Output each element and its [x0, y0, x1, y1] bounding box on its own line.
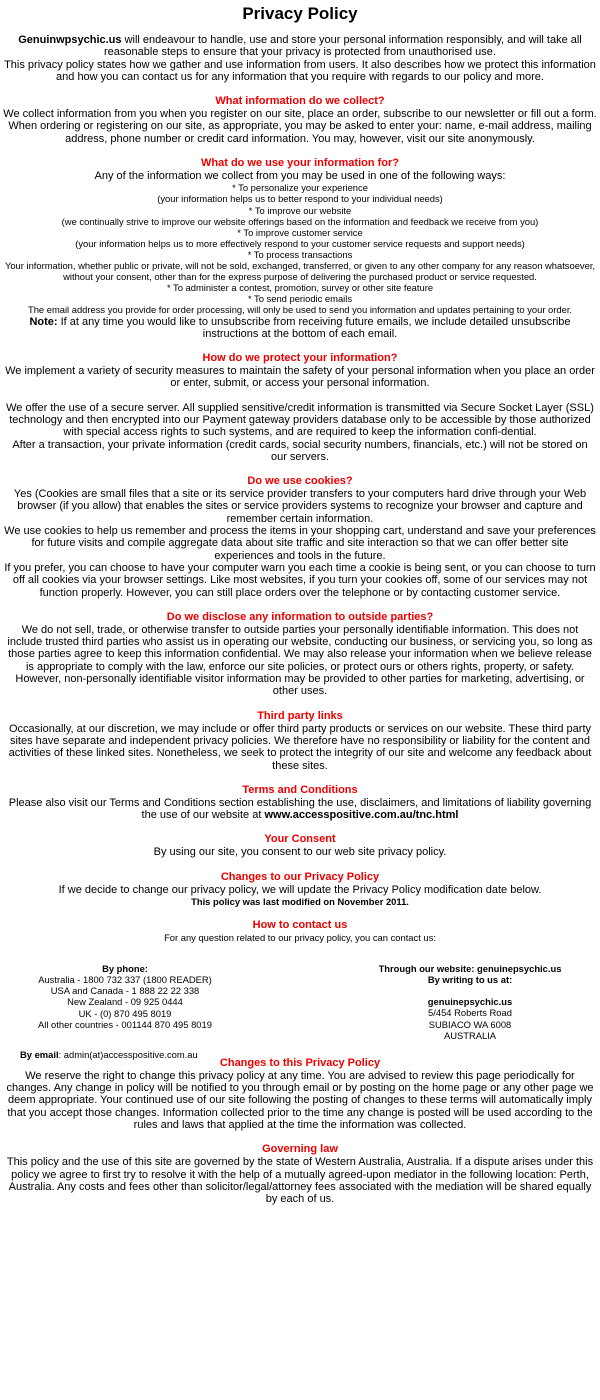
terms-link[interactable]: www.accesspositive.com.au/tnc.html — [264, 809, 459, 822]
intro-text: will endeavour to handle, use and store your personal information responsibly, and will take all reasonable steps to ensure that your privacy is protected from unauthorised use. — [104, 34, 582, 59]
section-heading-consent: Your Consent — [264, 833, 336, 846]
address-city: SUBIACO WA 6008 — [428, 1018, 512, 1030]
email-label: By email — [20, 1048, 59, 1060]
section-heading-third-party: Third party links — [257, 709, 343, 722]
use-item-service-detail: (your information helps us to more effectively respond to your customer service requests and support needs) — [75, 237, 525, 249]
use-item-transactions: * To process transactions — [247, 248, 353, 260]
use-item-contest: * To administer a contest, promotion, survey or other site feature — [166, 282, 434, 294]
collect-paragraph-1: We collect information from you when you register on our site, place an order, subscribe to our newsletter or fill out a form. — [3, 108, 597, 121]
protect-paragraph-2: We offer the use of a secure server. All supplied sensitive/credit information is transmitted via Secure Socket Layer (SSL) technology and then encrypted into our Payment gateway providers database only to be accessible by those authorized with special access rights to such systems, and are required to keep the information confi-dential. — [6, 401, 594, 439]
last-modified — [3, 896, 597, 907]
writing-title: By writing to us at: — [427, 974, 513, 986]
third-party-paragraph: Occasionally, at our discretion, we may include or offer third party products or services on our website. These third party sites have separate and independent privacy policies. We therefore have no responsibility or liability for the content and activities of these linked sites. Nonetheless, we seek to protect the integrity of our site and welcome any feedback about these sites. — [8, 722, 592, 772]
use-item-emails: * To send periodic emails — [247, 293, 353, 305]
website-title: Through our website: genuinepsychic.us — [378, 963, 562, 975]
section-heading-contact: How to contact us — [252, 919, 348, 932]
address-name: genuinepsychic.us — [427, 996, 513, 1008]
phone-other: All other countries - 001144 870 495 8019 — [38, 1018, 212, 1030]
terms-paragraph — [3, 797, 597, 822]
note-label: Note: — [29, 315, 58, 328]
last-modified-text: This policy was last modified on November 2011. — [191, 896, 409, 907]
use-item-website-detail: (we continually strive to improve our website offerings based on the information and feedback we receive from you) — [61, 215, 539, 227]
email-value: : admin(at)accesspositive.com.au — [58, 1048, 198, 1060]
phone-australia: Australia - 1800 732 337 (1800 READER) — [38, 974, 212, 986]
protect-paragraph-3: After a transaction, your private information (credit cards, social security numbers, financials, etc.) will not be stored on our servers. — [12, 438, 588, 463]
contact-details — [3, 963, 597, 1041]
intro-paragraph-2: This privacy policy states how we gather and use information from users. It also describes how we protect this information and how you can contact us for any information that you require with regards to our policy and more. — [4, 58, 596, 83]
section-heading-law: Governing law — [262, 1143, 338, 1156]
law-paragraph: This policy and the use of this site are governed by the state of Western Australia, Australia. If a dispute arises under this policy we agree to first try to resolve it with the help of a mutually agreed-upon mediator in the following location: Perth, Australia. Any costs and fees other than solicitor/legal/attorney fees associated with the mediation will be shared equally by each of us. — [6, 1156, 594, 1206]
postal-contacts — [355, 963, 585, 1041]
page-title: Privacy Policy — [242, 4, 358, 23]
use-item-emails-detail: The email address you provide for order processing, will only be used to send you information and updates pertaining to your order. — [27, 304, 573, 316]
note-text: If at any time you would like to unsubscribe from receiving future emails, we include detailed unsubscribe instructions at the bottom of each email. — [57, 315, 571, 340]
section-heading-protect: How do we protect your information? — [202, 352, 398, 365]
cookies-paragraph-1: Yes (Cookies are small files that a site or its service provider transfers to your computers hard drive through your Web browser (if you allow) that enables the sites or service providers systems to recognize your browser and capture and remember certain information. — [13, 488, 587, 525]
intro-paragraph — [3, 34, 597, 59]
address-country: AUSTRALIA — [443, 1029, 497, 1041]
use-item-personalize-detail: (your information helps us to better respond to your individual needs) — [157, 193, 443, 205]
phone-contacts — [15, 963, 235, 1030]
use-note — [3, 316, 597, 341]
cookies-paragraph-3: If you prefer, you can choose to have your computer warn you each time a cookie is being sent, or you can choose to turn off all cookies via your browser settings. Like most websites, if you turn your cookies off, some of our services may not function properly. However, you can still place orders over the telephone or by contacting customer service. — [4, 561, 596, 599]
collect-paragraph-2: When ordering or registering on our site, as appropriate, you may be asked to enter your: name, e-mail address, mailing address, phone number or credit card information. You may, however, visit our site anonymously. — [8, 120, 592, 145]
section-heading-disclose: Do we disclose any information to outside parties? — [166, 610, 434, 623]
use-lead: Any of the information we collect from you may be used in one of the following ways: — [94, 170, 506, 183]
use-item-website: * To improve our website — [248, 204, 352, 216]
terms-text: Please also visit our Terms and Conditions section establishing the use, disclaimers, and limitations of liability governing the use of our website at — [8, 796, 592, 822]
phone-uk: UK - (0) 870 495 8019 — [78, 1007, 172, 1019]
changes-paragraph: If we decide to change our privacy policy, we will update the Privacy Policy modification date below. — [58, 883, 542, 896]
section-heading-use: What do we use your information for? — [201, 157, 399, 170]
consent-paragraph: By using our site, you consent to our web site privacy policy. — [153, 846, 447, 859]
cookies-paragraph-2: We use cookies to help us remember and process the items in your shopping cart, understand and save your preferences for future visits and compile aggregate data about site traffic and site interaction so that we can offer better site experiences and tools in the future. — [4, 525, 596, 562]
use-item-personalize: * To personalize your experience — [232, 182, 368, 194]
section-heading-changes: Changes to our Privacy Policy — [220, 870, 380, 883]
phone-new-zealand: New Zealand - 09 925 0444 — [67, 996, 183, 1008]
use-item-service: * To improve customer service — [237, 226, 363, 238]
phone-title: By phone: — [102, 963, 148, 975]
disclose-paragraph: We do not sell, trade, or otherwise transfer to outside parties your personally identifiable information. This does not include trusted third parties who assist us in operating our website, conducting our business, or servicing you, so long as those parties agree to keep this information confidential. We may also release your information when we believe release is appropriate to comply with the law, enforce our site policies, or protect ours or others rights, property, or safety. However, non-personally identifiable visitor information may be provided to other parties for marketing, advertising, or other uses. — [7, 623, 593, 698]
section-heading-changes-2: Changes to this Privacy Policy — [219, 1056, 381, 1069]
changes-2-paragraph: We reserve the right to change this privacy policy at any time. You are advised to review this page periodically for changes. Any change in policy will be notified to you through email or by posting on the home page or any other page we deem appropriate. Your continued use of our site following the posting of changes to these terms will automatically imply that you accept those changes. Information collected prior to the time any change is posted will be used according to the rules and laws that applied at the time the information was collected. — [6, 1069, 594, 1132]
phone-usa-canada: USA and Canada - 1 888 22 22 338 — [50, 985, 200, 997]
address-street: 5/454 Roberts Road — [428, 1007, 512, 1019]
contact-lead: For any question related to our privacy policy, you can contact us: — [164, 932, 436, 944]
use-item-transactions-detail: Your information, whether public or private, will not be sold, exchanged, transferred, or given to any other company for any reason whatsoever, without your consent, other than for the express purpose of delivering the purchased product or service requested. — [4, 260, 596, 283]
site-name: Genuinwpsychic.us — [18, 34, 122, 46]
section-heading-terms: Terms and Conditions — [242, 783, 358, 796]
protect-paragraph-1: We implement a variety of security measures to maintain the safety of your personal information when you place an order or enter, submit, or access your personal information. — [5, 365, 595, 390]
section-heading-cookies: Do we use cookies? — [247, 475, 353, 488]
section-heading-collect: What information do we collect? — [215, 95, 385, 108]
